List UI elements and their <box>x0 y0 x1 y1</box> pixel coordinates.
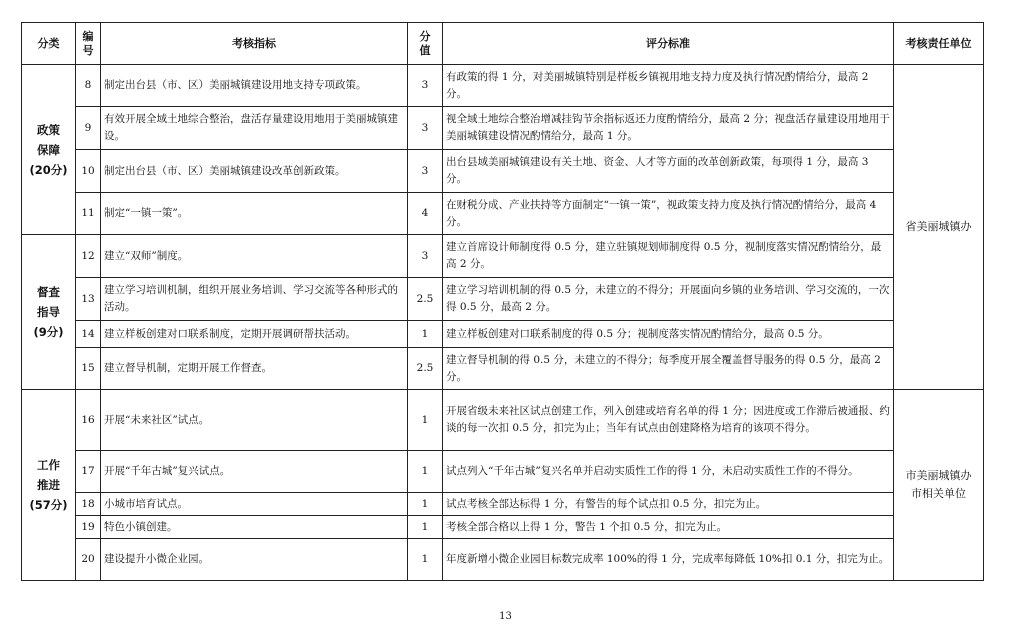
row-score: 1 <box>408 539 443 581</box>
row-number: 17 <box>76 451 101 493</box>
assessment-table <box>21 22 984 581</box>
table-row <box>22 193 984 235</box>
header-number: 编号 <box>76 23 101 65</box>
row-score: 4 <box>408 193 443 235</box>
table-row <box>22 278 984 321</box>
table-row <box>22 493 984 516</box>
category-name-line: 政策 <box>37 122 60 137</box>
row-criteria: 视全域土地综合整治增减挂钩节余指标返还力度酌情给分，最高 2 分；视盘活存量建设用地用于美丽城镇建设情况酌情给分，最高 1 分。 <box>443 107 894 150</box>
header-indicator: 考核指标 <box>101 23 408 65</box>
row-score: 3 <box>408 150 443 193</box>
row-score: 2.5 <box>408 278 443 321</box>
table-row <box>22 390 984 451</box>
table-row <box>22 150 984 193</box>
row-criteria: 试点考核全部达标得 1 分，有警告的每个试点扣 0.5 分，扣完为止。 <box>443 493 894 516</box>
page-number: 13 <box>499 611 512 622</box>
row-number: 16 <box>76 390 101 451</box>
unit-line: 市相关单位 <box>911 487 966 500</box>
row-indicator: 建立督导机制，定期开展工作督查。 <box>101 348 408 390</box>
table-row <box>22 65 984 107</box>
row-indicator: 制定出台县（市、区）美丽城镇建设用地支持专项政策。 <box>101 65 408 107</box>
category-name-line: 推进 <box>37 478 60 492</box>
header-criteria: 评分标准 <box>443 23 894 65</box>
row-criteria: 在财税分成、产业扶持等方面制定“一镇一策”，视政策支持力度及执行情况酌情给分，最高 4 分。 <box>443 193 894 235</box>
row-score: 1 <box>408 516 443 539</box>
row-criteria: 年度新增小微企业园目标数完成率 100%的得 1 分，完成率每降低 10%扣 0.1 分，扣完为止。 <box>443 539 894 581</box>
table-header-row <box>22 23 984 65</box>
table-row <box>22 539 984 581</box>
unit-line: 市美丽城镇办 <box>905 469 972 482</box>
row-score: 1 <box>408 451 443 493</box>
responsible-unit-cell-city <box>894 390 984 581</box>
category-cell-policy <box>22 65 76 235</box>
row-indicator: 有效开展全域土地综合整治，盘活存量建设用地用于美丽城镇建设。 <box>101 107 408 150</box>
assessment-table-container <box>21 22 984 581</box>
row-number: 14 <box>76 321 101 348</box>
header-category: 分类 <box>22 23 76 65</box>
row-score: 3 <box>408 65 443 107</box>
row-number: 15 <box>76 348 101 390</box>
category-name-line: 指导 <box>37 305 60 319</box>
row-score: 3 <box>408 107 443 150</box>
row-criteria: 开展省级未来社区试点创建工作，列入创建或培育名单的得 1 分；因进度或工作滞后被通报、约谈的每一次扣 0.5 分，扣完为止；当年有试点由创建降格为培育的该项不得分。 <box>443 390 894 451</box>
unit-line: 省美丽城镇办 <box>905 220 972 233</box>
header-responsible-unit: 考核责任单位 <box>894 23 984 65</box>
row-indicator: 建立样板创建对口联系制度，定期开展调研帮扶活动。 <box>101 321 408 348</box>
row-indicator: 特色小镇创建。 <box>101 516 408 539</box>
row-number: 12 <box>76 235 101 278</box>
row-number: 18 <box>76 493 101 516</box>
row-indicator: 制定出台县（市、区）美丽城镇建设改革创新政策。 <box>101 150 408 193</box>
row-score: 3 <box>408 235 443 278</box>
row-score: 2.5 <box>408 348 443 390</box>
row-indicator: 开展“千年古城”复兴试点。 <box>101 451 408 493</box>
table-row <box>22 451 984 493</box>
row-criteria: 建立学习培训机制的得 0.5 分，未建立的不得分；开展面向乡镇的业务培训、学习交流的，一次得 0.5 分，最高 2 分。 <box>443 278 894 321</box>
row-criteria: 建立样板创建对口联系制度的得 0.5 分；视制度落实情况酌情给分，最高 0.5 分。 <box>443 321 894 348</box>
category-name-line: 督查 <box>37 285 60 299</box>
row-score: 1 <box>408 390 443 451</box>
row-criteria: 建立首席设计师制度得 0.5 分，建立驻镇规划师制度得 0.5 分，视制度落实情况酌情给分，最高 2 分。 <box>443 235 894 278</box>
category-points: (57分) <box>29 498 68 512</box>
row-criteria: 试点列入“千年古城”复兴名单并启动实质性工作的得 1 分，未启动实质性工作的不得分。 <box>443 451 894 493</box>
row-number: 10 <box>76 150 101 193</box>
row-number: 9 <box>76 107 101 150</box>
header-score: 分值 <box>408 23 443 65</box>
responsible-unit-cell-province <box>894 65 984 390</box>
row-number: 11 <box>76 193 101 235</box>
row-score: 1 <box>408 493 443 516</box>
row-criteria: 出台县域美丽城镇建设有关土地、资金、人才等方面的改革创新政策，每项得 1 分，最高 3 分。 <box>443 150 894 193</box>
row-number: 13 <box>76 278 101 321</box>
table-row <box>22 107 984 150</box>
row-criteria: 考核全部合格以上得 1 分，警告 1 个扣 0.5 分，扣完为止。 <box>443 516 894 539</box>
category-cell-supervision <box>22 235 76 390</box>
table-row <box>22 235 984 278</box>
category-cell-work-progress <box>22 390 76 581</box>
category-name-line: 工作 <box>37 458 60 472</box>
row-criteria: 建立督导机制的得 0.5 分，未建立的不得分；每季度开展全覆盖督导服务的得 0.5 分，最高 2 分。 <box>443 348 894 390</box>
row-number: 19 <box>76 516 101 539</box>
category-points: (20分) <box>29 162 68 177</box>
row-indicator: 小城市培育试点。 <box>101 493 408 516</box>
table-row <box>22 348 984 390</box>
row-criteria: 有政策的得 1 分，对美丽城镇特别是样板乡镇视用地支持力度及执行情况酌情给分，最高 2 分。 <box>443 65 894 107</box>
row-indicator: 开展“未来社区”试点。 <box>101 390 408 451</box>
row-indicator: 建设提升小微企业园。 <box>101 539 408 581</box>
table-row <box>22 516 984 539</box>
row-number: 8 <box>76 65 101 107</box>
row-indicator: 建立“双师”制度。 <box>101 235 408 278</box>
row-number: 20 <box>76 539 101 581</box>
row-score: 1 <box>408 321 443 348</box>
row-indicator: 制定“一镇一策”。 <box>101 193 408 235</box>
row-indicator: 建立学习培训机制，组织开展业务培训、学习交流等各种形式的活动。 <box>101 278 408 321</box>
category-points: (9分) <box>33 325 64 339</box>
table-row <box>22 321 984 348</box>
category-name-line: 保障 <box>37 142 60 157</box>
